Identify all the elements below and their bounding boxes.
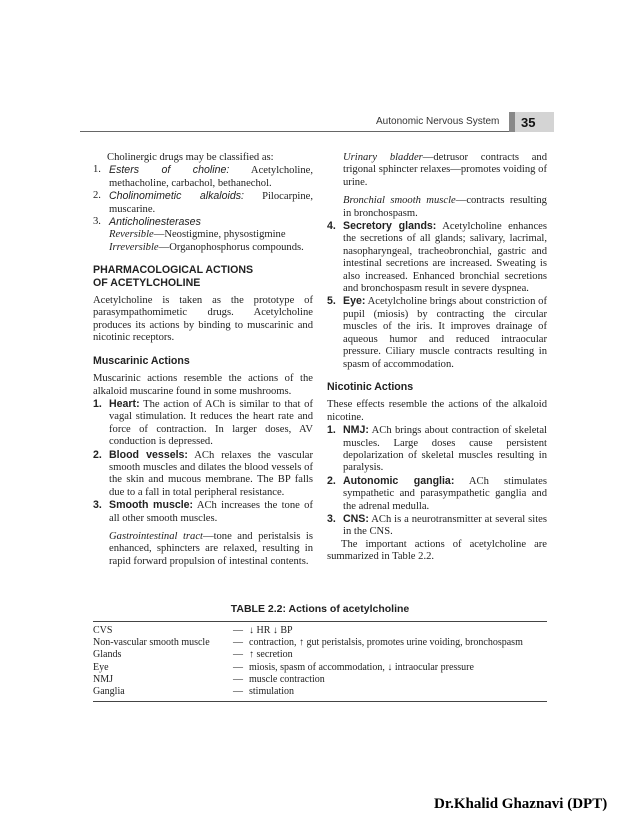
bronchial-text: —contracts resulting in bronchospasm. xyxy=(343,195,547,219)
header-rule xyxy=(80,131,510,132)
table-cell-dash: — xyxy=(233,649,243,661)
action-lead: Eye: xyxy=(343,295,366,308)
bronchial-label: Bronchial smooth muscle xyxy=(343,195,456,207)
action-item-blood-vessels xyxy=(93,449,313,500)
class-item-alkaloids xyxy=(93,190,313,216)
muscarinic-paragraph: Muscarinic actions resemble the actions of the alkaloid muscarine found in some mushrooms. xyxy=(93,373,313,397)
classification-intro: Cholinergic drugs may be classified as: xyxy=(107,152,274,163)
list-number: 3. xyxy=(93,216,101,228)
list-number: 3. xyxy=(93,499,102,512)
right-column xyxy=(327,152,547,564)
page-number-bar xyxy=(509,112,515,132)
pharm-paragraph: Acetylcholine is taken as the prototype of parasympathomimetic drugs. Acetylcholine produces its actions by binding to muscarinic and nicotinic receptors. xyxy=(93,295,313,344)
section-title: Autonomic Nervous System xyxy=(376,116,500,127)
table-row xyxy=(93,662,547,674)
table-bottom-rule xyxy=(93,701,547,702)
class-lead: Esters of choline: xyxy=(109,164,230,177)
table-row xyxy=(93,674,547,686)
actions-table xyxy=(93,603,547,702)
irreversible-label: Irreversible xyxy=(109,241,159,253)
list-number: 1. xyxy=(93,397,102,410)
action-lead: CNS: xyxy=(343,512,369,525)
action-lead: NMJ: xyxy=(343,424,369,437)
bronchial-line xyxy=(327,195,547,220)
summary-paragraph: The important actions of acetylcholine are summarized in Table 2.2. xyxy=(327,538,547,563)
list-number: 3. xyxy=(327,512,336,525)
table-cell-effect: muscle contraction xyxy=(249,673,325,685)
nicotinic-paragraph: These effects resemble the actions of the alkaloid nicotine. xyxy=(327,399,547,423)
action-text: ACh is a neurotransmitter at several sites in the CNS. xyxy=(343,513,547,538)
list-number: 1. xyxy=(93,164,101,176)
table-caption: TABLE 2.2: Actions of acetylcholine xyxy=(230,603,410,615)
table-cell-effect: ↑ secretion xyxy=(249,649,293,661)
table-cell-dash: — xyxy=(233,637,243,649)
running-header xyxy=(0,112,638,134)
action-text: Acetylcholine brings about constriction of pupil (miosis) by contracting the circular muscles of the iris. It improves drainage of aqueous humor and reduced intraocular pressure. Ciliary muscle contracts resulting in spasm of accommodation. xyxy=(343,296,547,370)
list-number: 2. xyxy=(93,190,101,202)
list-number: 2. xyxy=(327,474,336,487)
urinary-bladder-text: —detrusor contracts and trigonal sphincter relaxes—promotes voiding of urine. xyxy=(343,152,547,188)
table-cell-system: NMJ xyxy=(93,673,114,685)
reversible-text: —Neostigmine, physostigmine xyxy=(153,229,286,241)
action-lead: Autonomic ganglia: xyxy=(343,474,455,487)
pharm-heading-line2: OF ACETYLCHOLINE xyxy=(93,276,201,289)
table-body xyxy=(93,622,547,701)
urinary-bladder-label: Urinary bladder xyxy=(343,152,423,163)
list-number: 1. xyxy=(327,424,336,437)
table-cell-effect: ↓ HR ↓ BP xyxy=(249,625,293,636)
action-text: Acetylcholine enhances the secretions of all glands; salivary, lacrimal, nasopharyngeal, tracheobronchial, gastric and intestinal secretions are increased. Sweating is also increased. Enhanced bronchial secretions and bronchospasm result in severe dyspnea. xyxy=(343,221,547,295)
action-item-autonomic-ganglia xyxy=(327,475,547,513)
gi-text: —tone and peristalsis is enhanced, sphincters are relaxed, resulting in rapid forward propulsion of intestinal contents. xyxy=(109,530,313,567)
action-item-nmj xyxy=(327,424,547,475)
table-cell-system: Glands xyxy=(93,649,122,661)
action-text: ACh brings about contraction of skeletal muscles. Large doses cause persistent depolarization of skeletal muscles resulting in paralysis. xyxy=(343,425,547,474)
irreversible-text: —Organophosphorus compounds. xyxy=(158,241,304,253)
action-text: ACh increases the tone of all other smooth muscles. xyxy=(109,500,313,524)
left-column xyxy=(93,152,313,568)
muscarinic-heading: Muscarinic Actions xyxy=(93,354,190,367)
class-text: Acetylcholine, methacholine, carbachol, bethanechol. xyxy=(109,165,313,189)
class-item-anticholinesterases xyxy=(93,216,313,229)
table-row xyxy=(93,625,547,637)
table-row xyxy=(93,637,547,649)
action-item-secretory-glands xyxy=(327,220,547,295)
pharm-heading-line1: PHARMACOLOGICAL ACTIONS xyxy=(93,264,254,277)
class-text: Pilocarpine, muscarine. xyxy=(109,191,313,215)
list-number: 5. xyxy=(327,295,336,308)
class-item-esters xyxy=(93,164,313,190)
action-lead: Blood vessels: xyxy=(109,448,188,461)
list-number: 2. xyxy=(93,448,102,461)
table-cell-system: Eye xyxy=(93,661,109,673)
action-lead: Smooth muscle: xyxy=(109,499,194,512)
table-row xyxy=(93,686,547,698)
page-number: 35 xyxy=(521,115,536,130)
action-lead: Heart: xyxy=(109,397,140,410)
urinary-bladder-line xyxy=(327,152,547,189)
action-text: The action of ACh is similar to that of vagal stimulation. It reduces the heart rate and force of contraction. In larger doses, AV conduction is depressed. xyxy=(109,398,313,448)
table-cell-dash: — xyxy=(233,673,243,685)
list-number: 4. xyxy=(327,220,336,233)
table-cell-effect: contraction, ↑ gut peristalsis, promotes urine voiding, bronchospasm xyxy=(249,637,523,649)
table-row xyxy=(93,649,547,661)
reversible-line xyxy=(93,229,313,241)
irreversible-line xyxy=(93,242,313,254)
table-cell-effect: miosis, spasm of accommodation, ↓ intraocular pressure xyxy=(249,661,474,673)
gi-tract-line xyxy=(93,531,313,568)
action-item-smooth-muscle xyxy=(93,499,313,525)
nicotinic-heading: Nicotinic Actions xyxy=(327,380,414,393)
action-lead: Secretory glands: xyxy=(343,220,437,233)
action-item-cns xyxy=(327,513,547,539)
table-cell-effect: stimulation xyxy=(249,686,294,698)
gi-label: Gastrointestinal tract xyxy=(109,530,203,542)
table-cell-system: CVS xyxy=(93,625,113,636)
reversible-label: Reversible xyxy=(109,229,154,241)
action-item-heart xyxy=(93,398,313,449)
table-cell-dash: — xyxy=(233,625,243,636)
action-item-eye xyxy=(327,295,547,370)
class-lead: Cholinomimetic alkaloids: xyxy=(109,190,244,203)
action-text: ACh stimulates sympathetic and parasympathetic ganglia and the adrenal medulla. xyxy=(343,475,548,512)
table-cell-dash: — xyxy=(233,686,243,698)
table-cell-dash: — xyxy=(233,661,243,673)
table-cell-system: Non-vascular smooth muscle xyxy=(93,637,210,649)
action-text: ACh relaxes the vascular smooth muscles and dilates the blood vessels of the skin and mucous membrane. The BP falls due to a fall in total peripheral resistance. xyxy=(109,449,313,498)
table-cell-system: Ganglia xyxy=(93,686,125,698)
class-lead: Anticholinesterases xyxy=(109,216,201,229)
author-credit: Dr.Khalid Ghaznavi (DPT) xyxy=(434,796,608,812)
